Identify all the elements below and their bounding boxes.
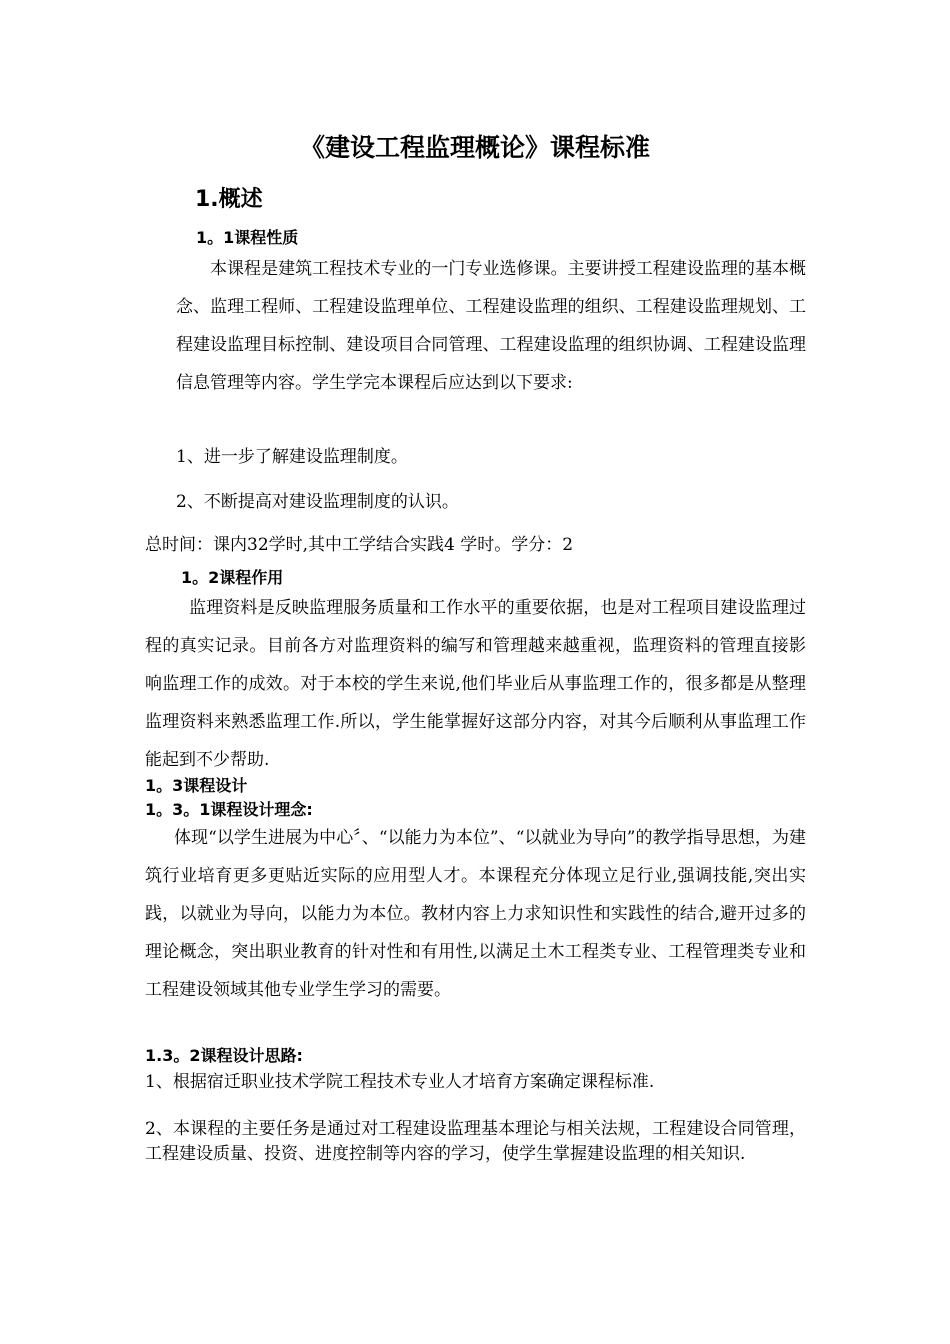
subsection-heading-course-nature: 1。1课程性质 — [196, 228, 299, 247]
design-concept-paragraph: 体现“以学生进展为中心〞、“以能力为本位”、“以就业为导向”的教学指导思想，为建筑行业培育更多更贴近实际的应用型人才。本课程充分体现立足行业,强调技能,突出实践，以就业为导向，以能力为本位。教材内容上力求知识性和实践性的结合,避开过多的理论概念，突出职业教育的针对性和有用性,以满足土木工程类专业、工程管理类专业和工程建设领域其他专业学生学习的需要。 — [145, 828, 806, 1000]
design-approach-item-2: 2、本课程的主要任务是通过对工程建设监理基本理论与相关法规，工程建设合同管理，工程建设质量、投资、进度控制等内容的学习，使学生掌握建设监理的相关知识. — [145, 1119, 806, 1164]
subsection-heading-course-role: 1。2课程作用 — [181, 568, 284, 587]
design-approach-item-1: 1、根据宿迁职业技术学院工程技术专业人才培育方案确定课程标准. — [145, 1072, 655, 1092]
total-hours-line: 总时间：课内32学时,其中工学结合实践4 学时。学分：2 — [145, 535, 574, 555]
course-nature-paragraph: 本课程是建筑工程技术专业的一门专业选修课。主要讲授工程建设监理的基本概念、监理工程师、工程建设监理单位、工程建设监理的组织、工程建设监理规划、工程建设监理目标控制、建设项目合同管理、工程建设监理的组织协调、工程建设监理信息管理等内容。学生学完本课程后应达到以下要求: — [176, 259, 806, 393]
subsection-heading-design-approach: 1.3。2课程设计思路: — [145, 1046, 303, 1065]
requirement-item-1: 1、进一步了解建设监理制度。 — [176, 447, 408, 467]
requirement-item-2: 2、不断提高对建设监理制度的认识。 — [176, 492, 459, 512]
course-role-paragraph: 监理资料是反映监理服务质量和工作水平的重要依据，也是对工程项目建设监理过程的真实记录。目前各方对监理资料的编写和管理越来越重视，监理资料的管理直接影响监理工作的成效。对于本校的学生来说,他们毕业后从事监理工作的，很多都是从整理监理资料来熟悉监理工作.所以，学生能掌握好这部分内容，对其今后顺利从事监理工作能起到不少帮助. — [145, 598, 806, 770]
subsection-heading-course-design: 1。3课程设计 — [145, 776, 248, 795]
section-heading-overview: 1.概述 — [195, 187, 263, 212]
subsection-heading-design-concept: 1。3。1课程设计理念: — [145, 800, 313, 819]
document-title: 《建设工程监理概论》课程标准 — [299, 133, 650, 162]
